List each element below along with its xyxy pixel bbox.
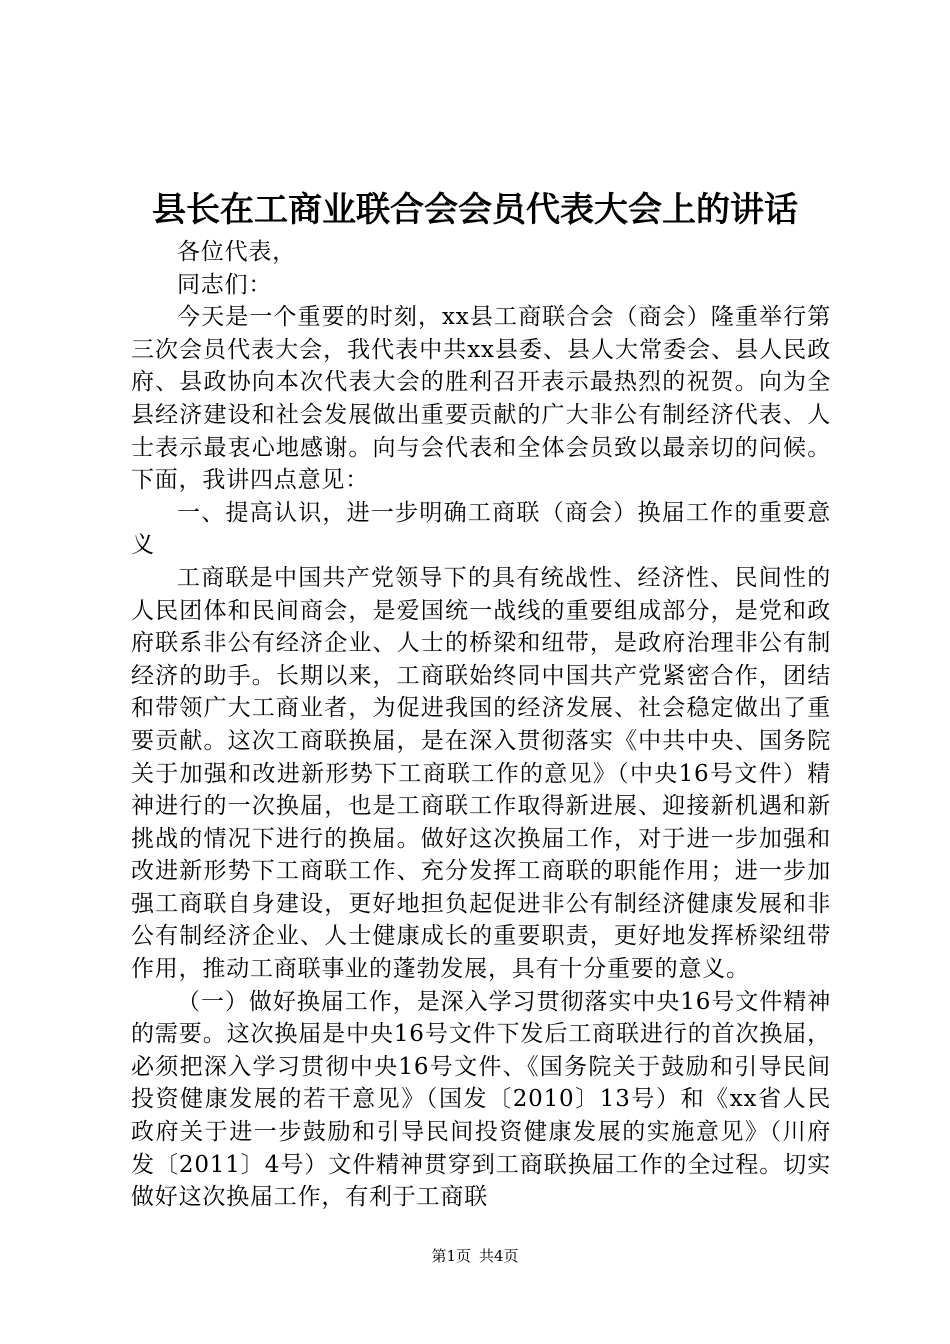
body-paragraph: 工商联是中国共产党领导下的具有统战性、经济性、民间性的人民团体和民间商会，是爱国统一战线的重要组成部分，是党和政府联系非公有经济企业、人士的桥梁和纽带，是政府治理非公有制经济的助手。长期以来，工商联始终同中国共产党紧密合作，团结和带领广大工商业者，为促进我国的经济发展、社会稳定做出了重要贡献。这次工商联换届，是在深入贯彻落实《中共中央、国务院关于加强和改进新形势下工商联工作的意见》（中央16号文件）精神进行的一次换届，也是工商联工作取得新进展、迎接新机遇和新挑战的情况下进行的换届。做好这次换届工作，对于进一步加强和改进新形势下工商联工作、充分发挥工商联的职能作用；进一步加强工商联自身建设，更好地担负起促进非公有制经济健康发展和非公有制经济企业、人士健康成长的重要职责，更好地发挥桥梁纽带作用，推动工商联事业的蓬勃发展，具有十分重要的意义。: [131, 564, 831, 983]
page-footer: [0, 1246, 950, 1266]
document-body: [131, 236, 831, 1214]
section-heading-1: 一、提高认识，进一步明确工商联（商会）换届工作的重要意义: [131, 499, 831, 559]
page-number: 第1页: [431, 1247, 471, 1265]
opening-paragraph: 今天是一个重要的时刻，xx县工商联合会（商会）隆重举行第三次会员代表大会，我代表中共xx县委、县人大常委会、县人民政府、县政协向本次代表大会的胜利召开表示最热烈的祝贺。向为全县经济建设和社会发展做出重要贡献的广大非公有制经济代表、人士表示最衷心地感谢。向与会代表和全体会员致以最亲切的问候。下面，我讲四点意见：: [131, 304, 831, 494]
page-total: 共4页: [479, 1247, 519, 1265]
subsection-paragraph-1: （一）做好换届工作，是深入学习贯彻落实中央16号文件精神的需要。这次换届是中央16号文件下发后工商联进行的首次换届，必须把深入学习贯彻中央16号文件、《国务院关于鼓励和引导民间投资健康发展的若干意见》（国发〔2010〕13号）和《xx省人民政府关于进一步鼓励和引导民间投资健康发展的实施意见》（川府发〔2011〕4号）文件精神贯穿到工商联换届工作的全过程。切实做好这次换届工作，有利于工商联: [131, 988, 831, 1211]
salutation-comrades: 同志们：: [177, 271, 273, 298]
salutation-delegates: 各位代表，: [177, 239, 296, 265]
document-title: 县长在工商业联合会会员代表大会上的讲话: [152, 190, 798, 230]
